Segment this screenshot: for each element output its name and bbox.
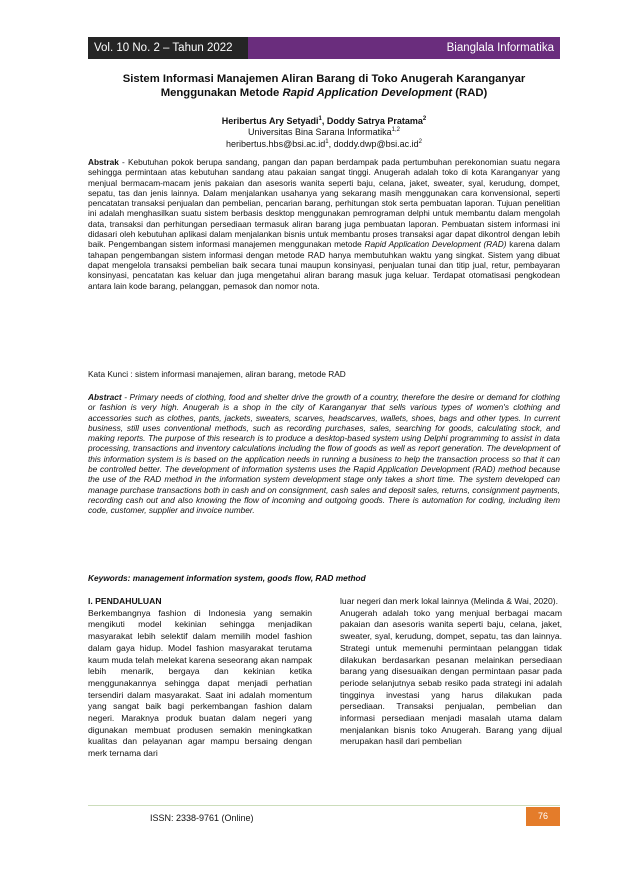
abstrak-italic-term: Rapid Application Development (RAD) <box>364 239 507 250</box>
email-1-sup: 1 <box>325 139 329 145</box>
affiliation <box>88 127 560 137</box>
abstract-label: Abstract <box>88 392 122 402</box>
author-2-sup: 2 <box>422 116 427 122</box>
abstract-en-text: - Primary needs of clothing, food and shelter drive the growth of a country, therefore the desire or demand for clothing or fashion is very high. Anugerah is a shop in the city of Karanganyar that sells various types of women's clothing and accessories such as clothes, pants, jackets, sweaters, scarves, headscarves, wallets, shoes, bags and other types. In current business, still uses conventional methods, such as recording purchases, sales, searching for goods, calculating stock, and making reports. The purpose of this research is to produce a desktop-based system using Delphi programming to assist in data processing, transactions and inventory calculations including the flow of goods as well as report generation. The development of this information system is is based on the application needs in running a business to help the transaction process so that it can be controlled better. The development of information systems uses the Rapid Application Development (RAD) method because the use of the RAD method in the information system development stage only takes a short time. The system developed can manage purchase transactions both in cash and on consignment, cash sales and deposit sales, returns, consignment payments, recording cash out and also knowing the flow of incoming and outgoing goods. There is automation for coding, including item code, customer, supplier and invoice number. <box>88 392 560 516</box>
right-column <box>340 596 562 748</box>
email-separator: , <box>328 139 334 149</box>
paper-title <box>88 72 560 100</box>
title-italic: Rapid Application Development <box>282 87 453 99</box>
footer-issn: ISSN: 2338-9761 (Online) <box>150 813 254 823</box>
right-paragraph-1: luar negeri dan merk lokal lainnya (Melinda & Wai, 2020). <box>340 596 558 606</box>
abstrak-label: Abstrak <box>88 157 119 167</box>
abstrak-text-2: karena dalam tahapan pengembangan sistem informasi dengan metode RAD hanya membutuhkan waktu yang singkat. Sistem yang dibuat dapat mengelola transaksi pembelian baik secara tunai maupun konsinyasi, penjualan tunai dan titip jual, retur, pembayaran konsinyasi, pencatatan kas keluar dan juga mengetahui aliran barang masuk juga keluar. Terdapat otomatisasi pengkodean antara lain kode barang, pelanggan, pemasok dan nomor nota. <box>88 239 561 291</box>
journal-name: Bianglala Informatika <box>248 37 560 59</box>
left-column <box>88 596 312 760</box>
journal-header-bar <box>88 37 560 59</box>
kata-kunci: Kata Kunci : sistem informasi manajemen, aliran barang, metode RAD <box>88 369 346 379</box>
title-suffix: (RAD) <box>452 87 488 99</box>
email-2[interactable]: doddy.dwp@bsi.ac.id <box>333 139 419 149</box>
author-separator: , <box>321 116 327 126</box>
title-line-2 <box>88 86 560 100</box>
author-1-sup: 1 <box>318 116 322 122</box>
abstrak-text: - Kebutuhan pokok berupa sandang, pangan dan papan berdampak pada pertumbuhan perekonomian suatu negara sehingga permintaan atas kebutuhan sandang atau pakaian sangat tinggi. Anugerah adalah toko di kota Karanganyar yang menjual bermacam-macam jenis pakaian dan asesoris wanita seperti baju, celana, jaket, sweater, syal, kerudung, dompet, sepatu, tas dan jenis lainnya. Dalam menjalankan usahanya yang sekarang masih menggunakan cara konvensional, seperti pencatatan transaksi penjualan dan pembelian, pencarian barang, perhitungan stok serta pembuatan laporan. Tujuan penelitian ini adalah menghasilkan suatu sistem berbasis desktop menggunakan pemrograman delphi untuk membantu dalam mengolah data, transaksi dan perhitungan persediaan termasuk aliran barang juga pembuatan laporan. Pembuatan sistem informasi ini didasari oleh kebutuhan aplikasi dalam menjalankan bisnis untuk membantu proses transaksi agar dapat dikontrol dengan lebih baik. Pengembangan sistem informasi manajemen menggunakan metode <box>88 157 560 250</box>
keywords-en: Keywords: management information system, goods flow, RAD method <box>88 573 366 583</box>
author-2: Doddy Satrya Pratama <box>326 116 423 126</box>
title-line-1: Sistem Informasi Manajemen Aliran Barang di Toko Anugerah Karanganyar <box>122 73 526 85</box>
title-prefix: Menggunakan Metode <box>160 87 283 99</box>
affiliation-text: Universitas Bina Sarana Informatika <box>248 127 392 137</box>
author-1: Heribertus Ary Setyadi <box>221 116 319 126</box>
abstract-en-paragraph <box>88 392 560 516</box>
email-2-sup: 2 <box>418 139 422 145</box>
author-list <box>88 116 560 126</box>
affiliation-sup: 1,2 <box>391 127 400 133</box>
footer-divider <box>88 805 560 806</box>
left-column-text: Berkembangnya fashion di Indonesia yang semakin mengikuti model kekinian sehingga menjadikan masyarakat lebih selektif dalam memilih model fashion dalam gaya hidup. Model fashion masyarakat terutama kaum muda telah melekat karena seseorang akan nampak lebih menarik, bergaya dan kekinian ketika menggunakannya sehingga dapat menjadi perhatian tersendiri dalam masyarakat. Saat ini adalah momentum yang sangat baik bagi perkembangan fashion dalam negeri. Maraknya produk buatan dalam negeri yang digunakan membuat produsen semakin meningkatkan kualitas dan pelayanan agar mampu bersaing dengan merk ternama dari <box>88 607 312 759</box>
section-heading: I. PENDAHULUAN <box>88 596 162 606</box>
right-paragraph-2: Anugerah adalah toko yang menjual berbagai macam pakaian dan asesoris wanita seperti baju, celana, jaket, sweater, syal, kerudung, dompet, sepatu, tas dan lainnya. Strategi untuk memenuhi permintaan pelanggan tidak dilakukan berdasarkan pesanan melainkan persediaan barang yang disesuaikan dengan permintaan pasar pada periode selanjutnya sebab resiko pada strategi ini adalah tingginya investasi yang harus dilakukan pada persediaan. Transaksi penjualan, pembelian dan informasi persediaan menjadi masalah utama dalam menjalankan bisnis toko Anugerah. Barang yang dijual merupakan hasil dari pembelian <box>340 607 562 747</box>
abstrak-paragraph <box>88 157 560 291</box>
email-1[interactable]: heribertus.hbs@bsi.ac.id <box>226 139 326 149</box>
author-emails <box>88 139 560 149</box>
volume-label: Vol. 10 No. 2 – Tahun 2022 <box>88 37 248 59</box>
page-number-badge: 76 <box>526 807 560 826</box>
